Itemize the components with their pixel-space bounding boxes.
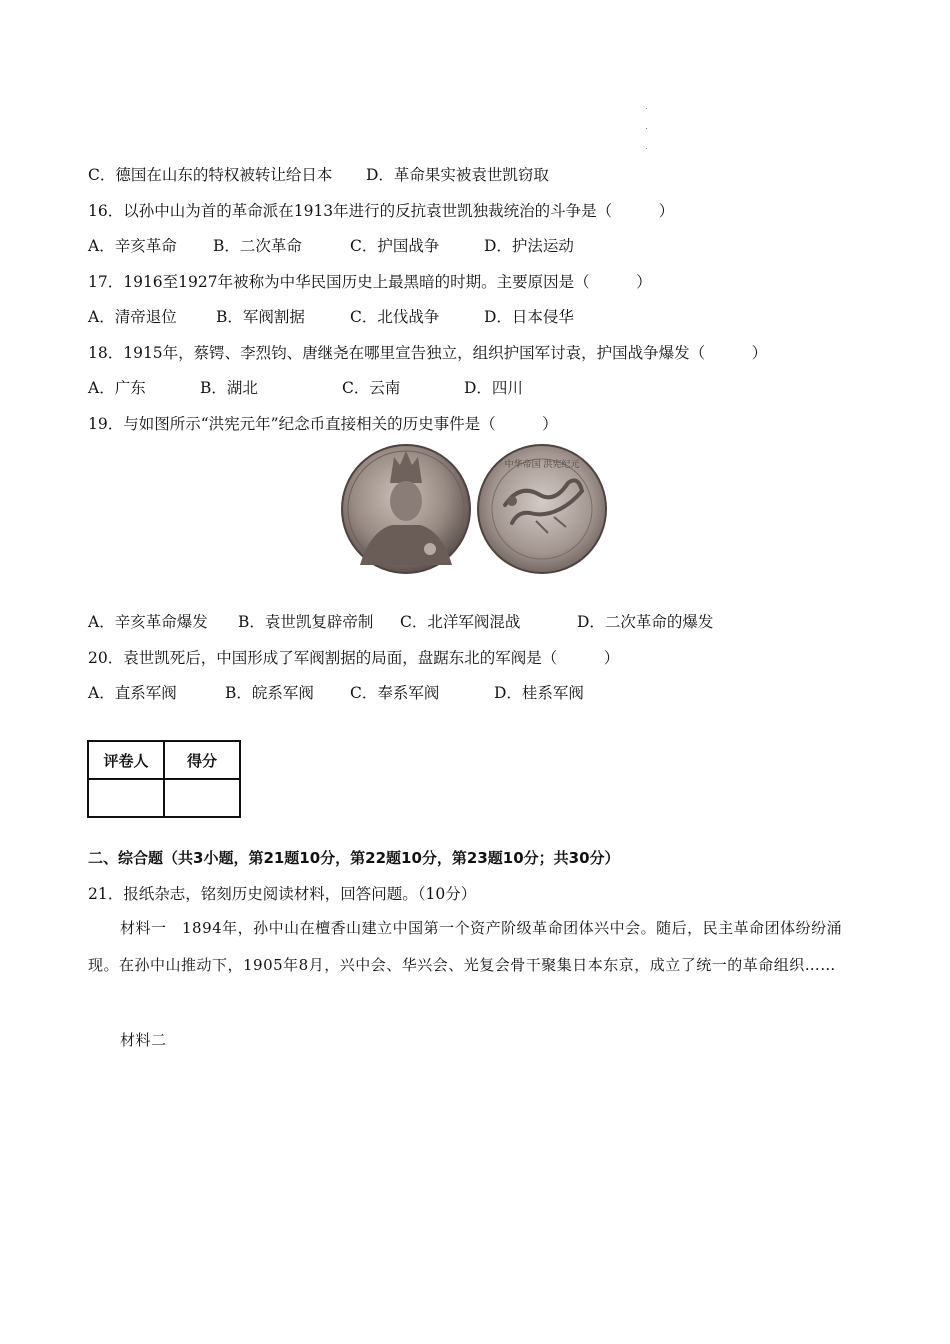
q19-option-b: B．袁世凯复辟帝制 (238, 613, 374, 631)
q17-options (88, 307, 788, 327)
q17-option-b: B．军阀割据 (216, 308, 305, 326)
q16-option-c: C．护国战争 (350, 237, 440, 255)
reviewer-cell[interactable] (88, 779, 164, 817)
coin-back-legend: 中华帝国 洪宪纪元 (504, 460, 580, 470)
q20-stem: 20．袁世凯死后，中国形成了军阀割据的局面，盘踞东北的军阀是（ ） (88, 649, 620, 667)
q16-option-d: D．护法运动 (484, 237, 574, 255)
q18-stem: 18．1915年，蔡锷、李烈钧、唐继尧在哪里宣告独立，组织护国军讨袁，护国战争爆发（ ） (88, 344, 768, 362)
q20-option-b: B．皖系军阀 (225, 684, 314, 702)
q16-option-b: B．二次革命 (213, 237, 302, 255)
q20-option-c: C．奉系军阀 (350, 684, 440, 702)
q20-option-d: D．桂系军阀 (494, 684, 584, 702)
material-one-text: 材料一 1894年，孙中山在檀香山建立中国第一个资产阶级革命团体兴中会。随后，民主革命团体纷纷涌现。在孙中山推动下，1905年8月，兴中会、华兴会、光复会骨干聚集日本东京，成立了统一的革命组织…… (88, 919, 843, 974)
score-cell[interactable] (164, 779, 240, 817)
q18-option-b: B．湖北 (200, 379, 258, 397)
q15-option-d: D．革命果实被袁世凯窃取 (366, 166, 549, 184)
q18-option-a: A．广东 (88, 379, 146, 397)
q16-option-a: A．辛亥革命 (88, 237, 177, 255)
q17-option-d: D．日本侵华 (484, 308, 574, 326)
reviewer-header: 评卷人 (88, 741, 164, 779)
q18-options (88, 378, 788, 398)
q17-option-c: C．北伐战争 (350, 308, 440, 326)
q18-option-c: C．云南 (342, 379, 401, 397)
coin-reverse (478, 445, 606, 573)
q17-option-a: A．清帝退位 (88, 308, 177, 326)
q19-option-d: D．二次革命的爆发 (577, 613, 714, 631)
score-table (87, 740, 241, 818)
score-header: 得分 (164, 741, 240, 779)
q20-options (88, 683, 788, 703)
hongxian-coin-image (340, 443, 610, 575)
margin-dots (646, 108, 650, 168)
q17-stem: 17．1916至1927年被称为中华民国历史上最黑暗的时期。主要原因是（ ） (88, 273, 652, 291)
q21-stem: 21．报纸杂志，铭刻历史阅读材料，回答问题。（10分） (88, 885, 477, 903)
q16-options (88, 236, 788, 256)
material-one (88, 910, 863, 984)
q19-options (88, 612, 788, 632)
q20-option-a: A．直系军阀 (88, 684, 177, 702)
q19-option-c: C．北洋军阀混战 (400, 613, 521, 631)
material-two (88, 1022, 863, 1059)
q16-stem: 16．以孙中山为首的革命派在1913年进行的反抗袁世凯独裁统治的斗争是（ ） (88, 202, 675, 220)
q19-option-a: A．辛亥革命爆发 (88, 613, 208, 631)
q15-option-c: C．德国在山东的特权被转让给日本 (88, 166, 333, 184)
q18-option-d: D．四川 (464, 379, 523, 397)
q19-stem: 19．与如图所示“洪宪元年”纪念币直接相关的历史事件是（ ） (88, 415, 558, 433)
material-two-label: 材料二 (120, 1031, 167, 1049)
coin-obverse (342, 445, 470, 573)
q15-options (88, 165, 788, 185)
section2-title: 二、综合题（共3小题，第21题10分，第22题10分，第23题10分；共30分） (88, 849, 620, 867)
